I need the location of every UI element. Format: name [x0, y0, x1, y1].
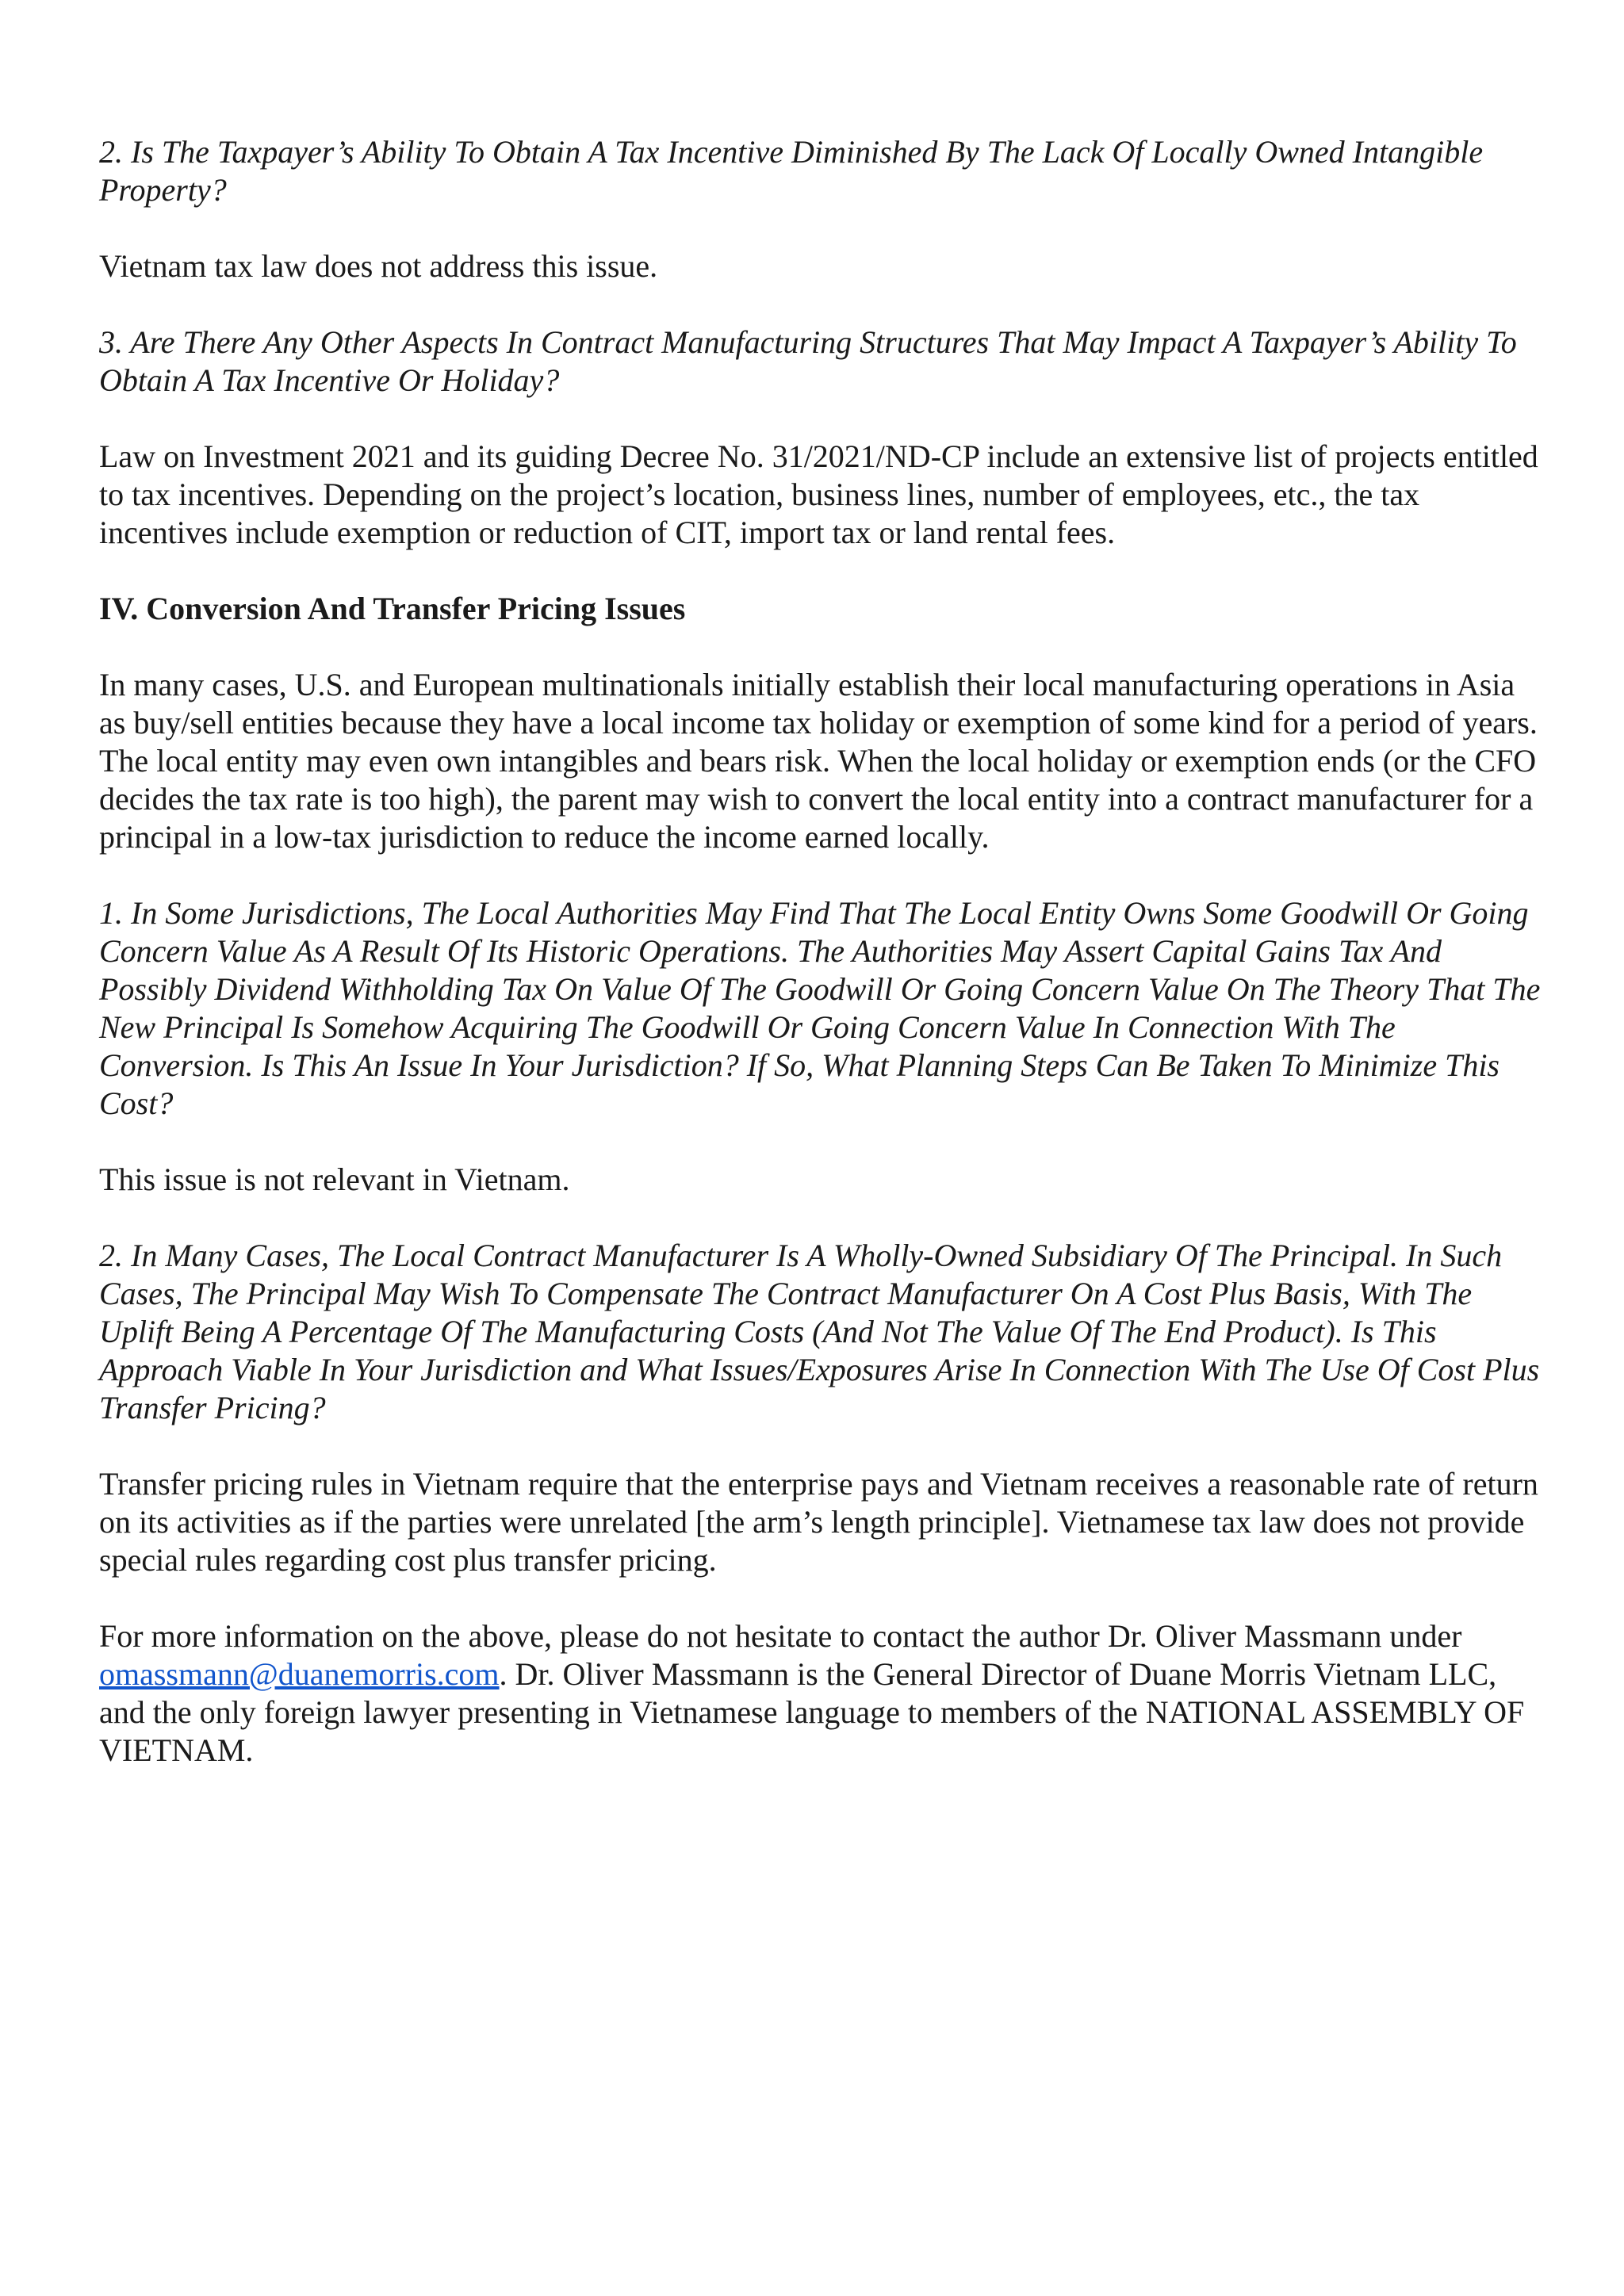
document-page	[99, 133, 1542, 1808]
section-question-2: 2. In Many Cases, The Local Contract Manufacturer Is A Wholly-Owned Subsidiary Of The Principal. In Such Cases, The Principal May Wish To Compensate The Contract Manufacturer On A Cost Plus Basis, With The Uplift Being A Percentage Of The Manufacturing Costs (And Not The Value Of The End Product). Is This Approach Viable In Your Jurisdiction and What Issues/Exposures Arise In Connection With The Use Of Cost Plus Transfer Pricing?	[99, 1238, 1540, 1425]
section-answer-1: This issue is not relevant in Vietnam.	[99, 1161, 570, 1197]
section-answer-2: Transfer pricing rules in Vietnam require that the enterprise pays and Vietnam receives a reasonable rate of return on its activities as if the parties were unrelated [the arm’s length principle]. Vietnamese tax law does not provide special rules regarding cost plus transfer pricing.	[99, 1466, 1538, 1578]
contact-text-before: For more information on the above, please do not hesitate to contact the author Dr. Oliver Massmann under	[99, 1618, 1462, 1654]
author-email-link[interactable]: omassmann@duanemorris.com	[99, 1656, 500, 1692]
answer-2: Vietnam tax law does not address this issue.	[99, 248, 658, 284]
question-3: 3. Are There Any Other Aspects In Contract Manufacturing Structures That May Impact A Taxpayer’s Ability To Obtain A Tax Incentive Or Holiday?	[99, 324, 1517, 398]
section-intro: In many cases, U.S. and European multinationals initially establish their local manufacturing operations in Asia as buy/sell entities because they have a local income tax holiday or exemption of some kind for a period of years. The local entity may even own intangibles and bears risk. When the local holiday or exemption ends (or the CFO decides the tax rate is too high), the parent may wish to convert the local entity into a contract manufacturer for a principal in a low-tax jurisdiction to reduce the income earned locally.	[99, 667, 1538, 855]
answer-3: Law on Investment 2021 and its guiding Decree No. 31/2021/ND-CP include an extensive list of projects entitled to tax incentives. Depending on the project’s location, business lines, number of employees, etc., the tax incentives include exemption or reduction of CIT, import tax or land rental fees.	[99, 438, 1538, 550]
section-question-1: 1. In Some Jurisdictions, The Local Authorities May Find That The Local Entity Owns Some Goodwill Or Going Concern Value As A Result Of Its Historic Operations. The Authorities May Assert Capital Gains Tax And Possibly Dividend Withholding Tax On Value Of The Goodwill Or Going Concern Value On The Theory That The New Principal Is Somehow Acquiring The Goodwill Or Going Concern Value In Connection With The Conversion. Is This An Issue In Your Jurisdiction? If So, What Planning Steps Can Be Taken To Minimize This Cost?	[99, 895, 1541, 1121]
contact-paragraph	[99, 1617, 1542, 1770]
section-heading: IV. Conversion And Transfer Pricing Issues	[99, 591, 686, 626]
question-2: 2. Is The Taxpayer’s Ability To Obtain A Tax Incentive Diminished By The Lack Of Locally Owned Intangible Property?	[99, 134, 1484, 208]
contact-text-after: . Dr. Oliver Massmann is the General Director of Duane Morris Vietnam LLC, and the only foreign lawyer presenting in Vietnamese language to members of the NATIONAL ASSEMBLY OF VIETNAM.	[99, 1656, 1525, 1768]
